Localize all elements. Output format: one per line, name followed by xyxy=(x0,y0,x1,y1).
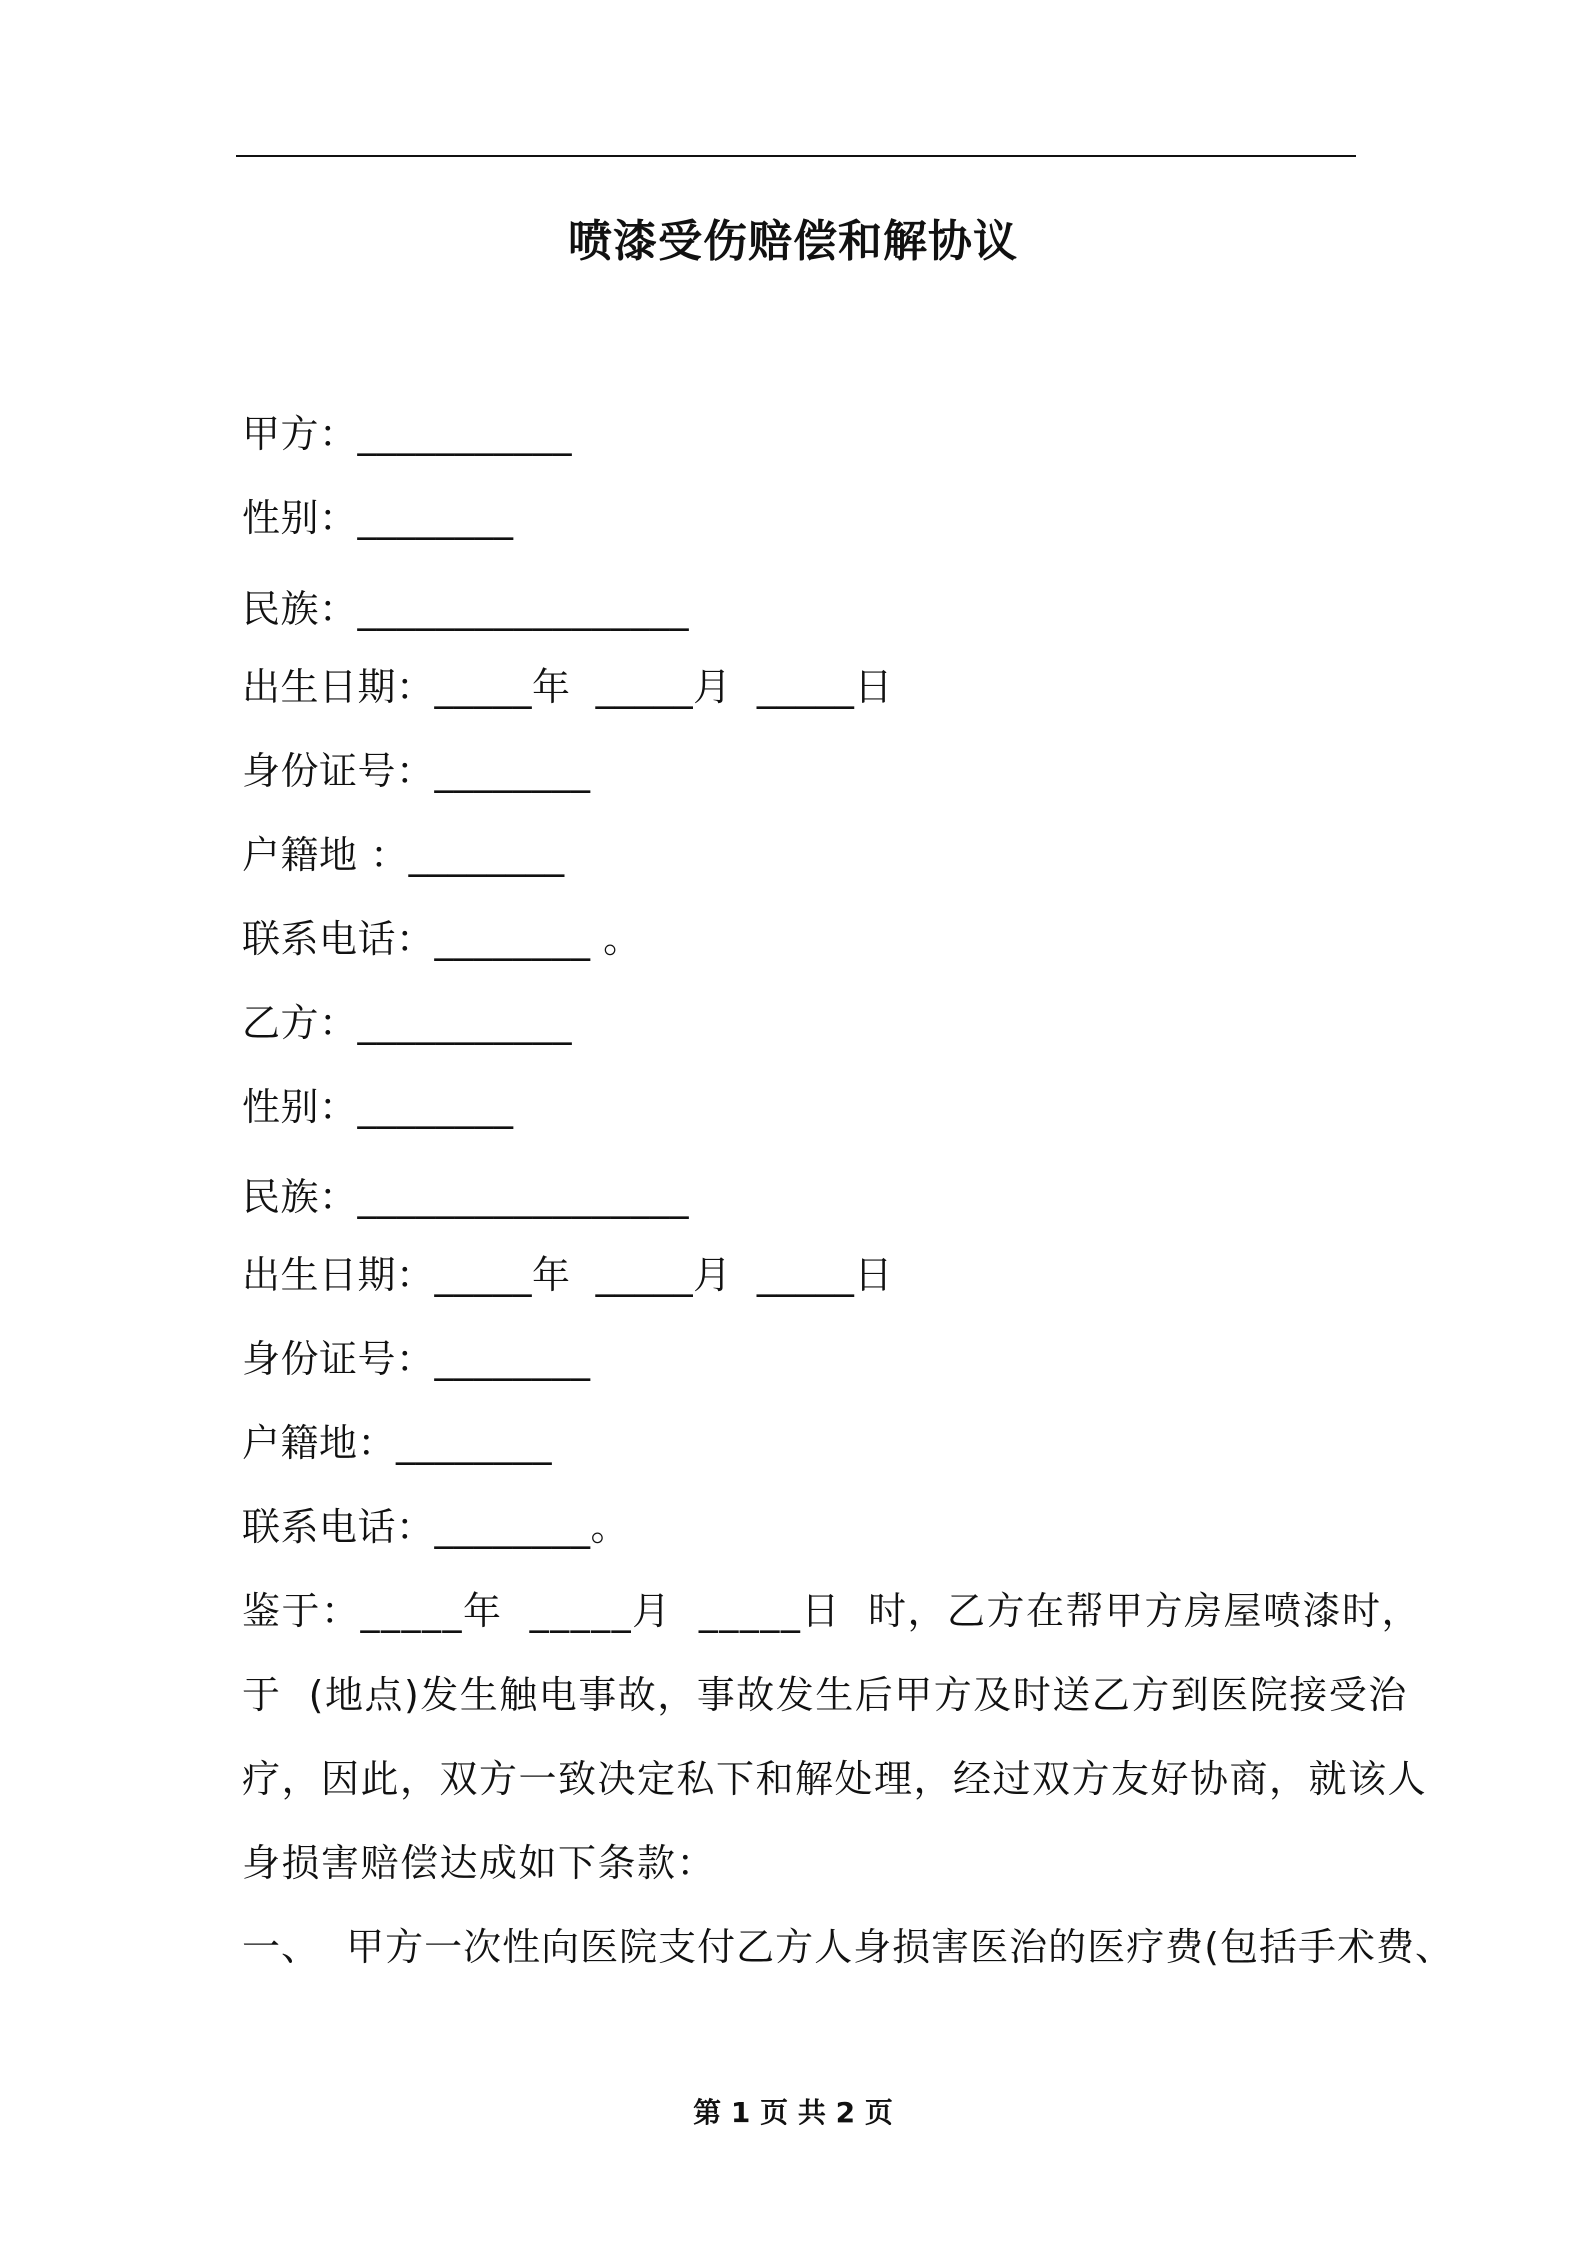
party-b-gender-line: 性别：________ xyxy=(242,1085,514,1129)
clause-1-line: 一、 甲方一次性向医院支付乙方人身损害医治的医疗费(包括手术费、 xyxy=(242,1925,1454,1969)
party-a-id-number-line: 身份证号：________ xyxy=(242,749,591,793)
party-a-phone-line: 联系电话：________ 。 xyxy=(242,917,642,961)
party-b-domicile-line: 户籍地：________ xyxy=(242,1421,553,1465)
document-title: 喷漆受伤赔偿和解协议 xyxy=(568,216,1018,267)
party-b-phone-line: 联系电话：________。 xyxy=(242,1505,630,1549)
recital-paragraph xyxy=(242,1569,1428,1905)
party-b-birthdate-line: 出生日期：_____年 _____月 _____日 xyxy=(242,1253,893,1297)
recital-line: 疗，因此，双方一致决定私下和解处理，经过双方友好协商，就该人 xyxy=(242,1757,1428,1801)
party-b-id-number-line: 身份证号：________ xyxy=(242,1337,591,1381)
header-rule xyxy=(236,155,1356,157)
party-a-ethnicity-line: 民族：_________________ xyxy=(242,587,690,631)
party-a-gender-line: 性别：________ xyxy=(242,496,514,540)
party-a-name-line: 甲方：___________ xyxy=(242,412,573,456)
party-b-name-line: 乙方：___________ xyxy=(242,1001,573,1045)
party-a-domicile-line: 户籍地 ：________ xyxy=(242,833,565,877)
party-a-birthdate-line: 出生日期：_____年 _____月 _____日 xyxy=(242,665,893,709)
page-footer: 第 1 页 共 2 页 xyxy=(693,2096,893,2129)
recital-line: 于 (地点)发生触电事故，事故发生后甲方及时送乙方到医院接受治 xyxy=(242,1673,1408,1717)
party-b-ethnicity-line: 民族：_________________ xyxy=(242,1175,690,1219)
recital-line: 身损害赔偿达成如下条款： xyxy=(242,1841,717,1885)
recital-line: 鉴于：_____年 _____月 _____日 时，乙方在帮甲方房屋喷漆时， xyxy=(242,1589,1421,1633)
